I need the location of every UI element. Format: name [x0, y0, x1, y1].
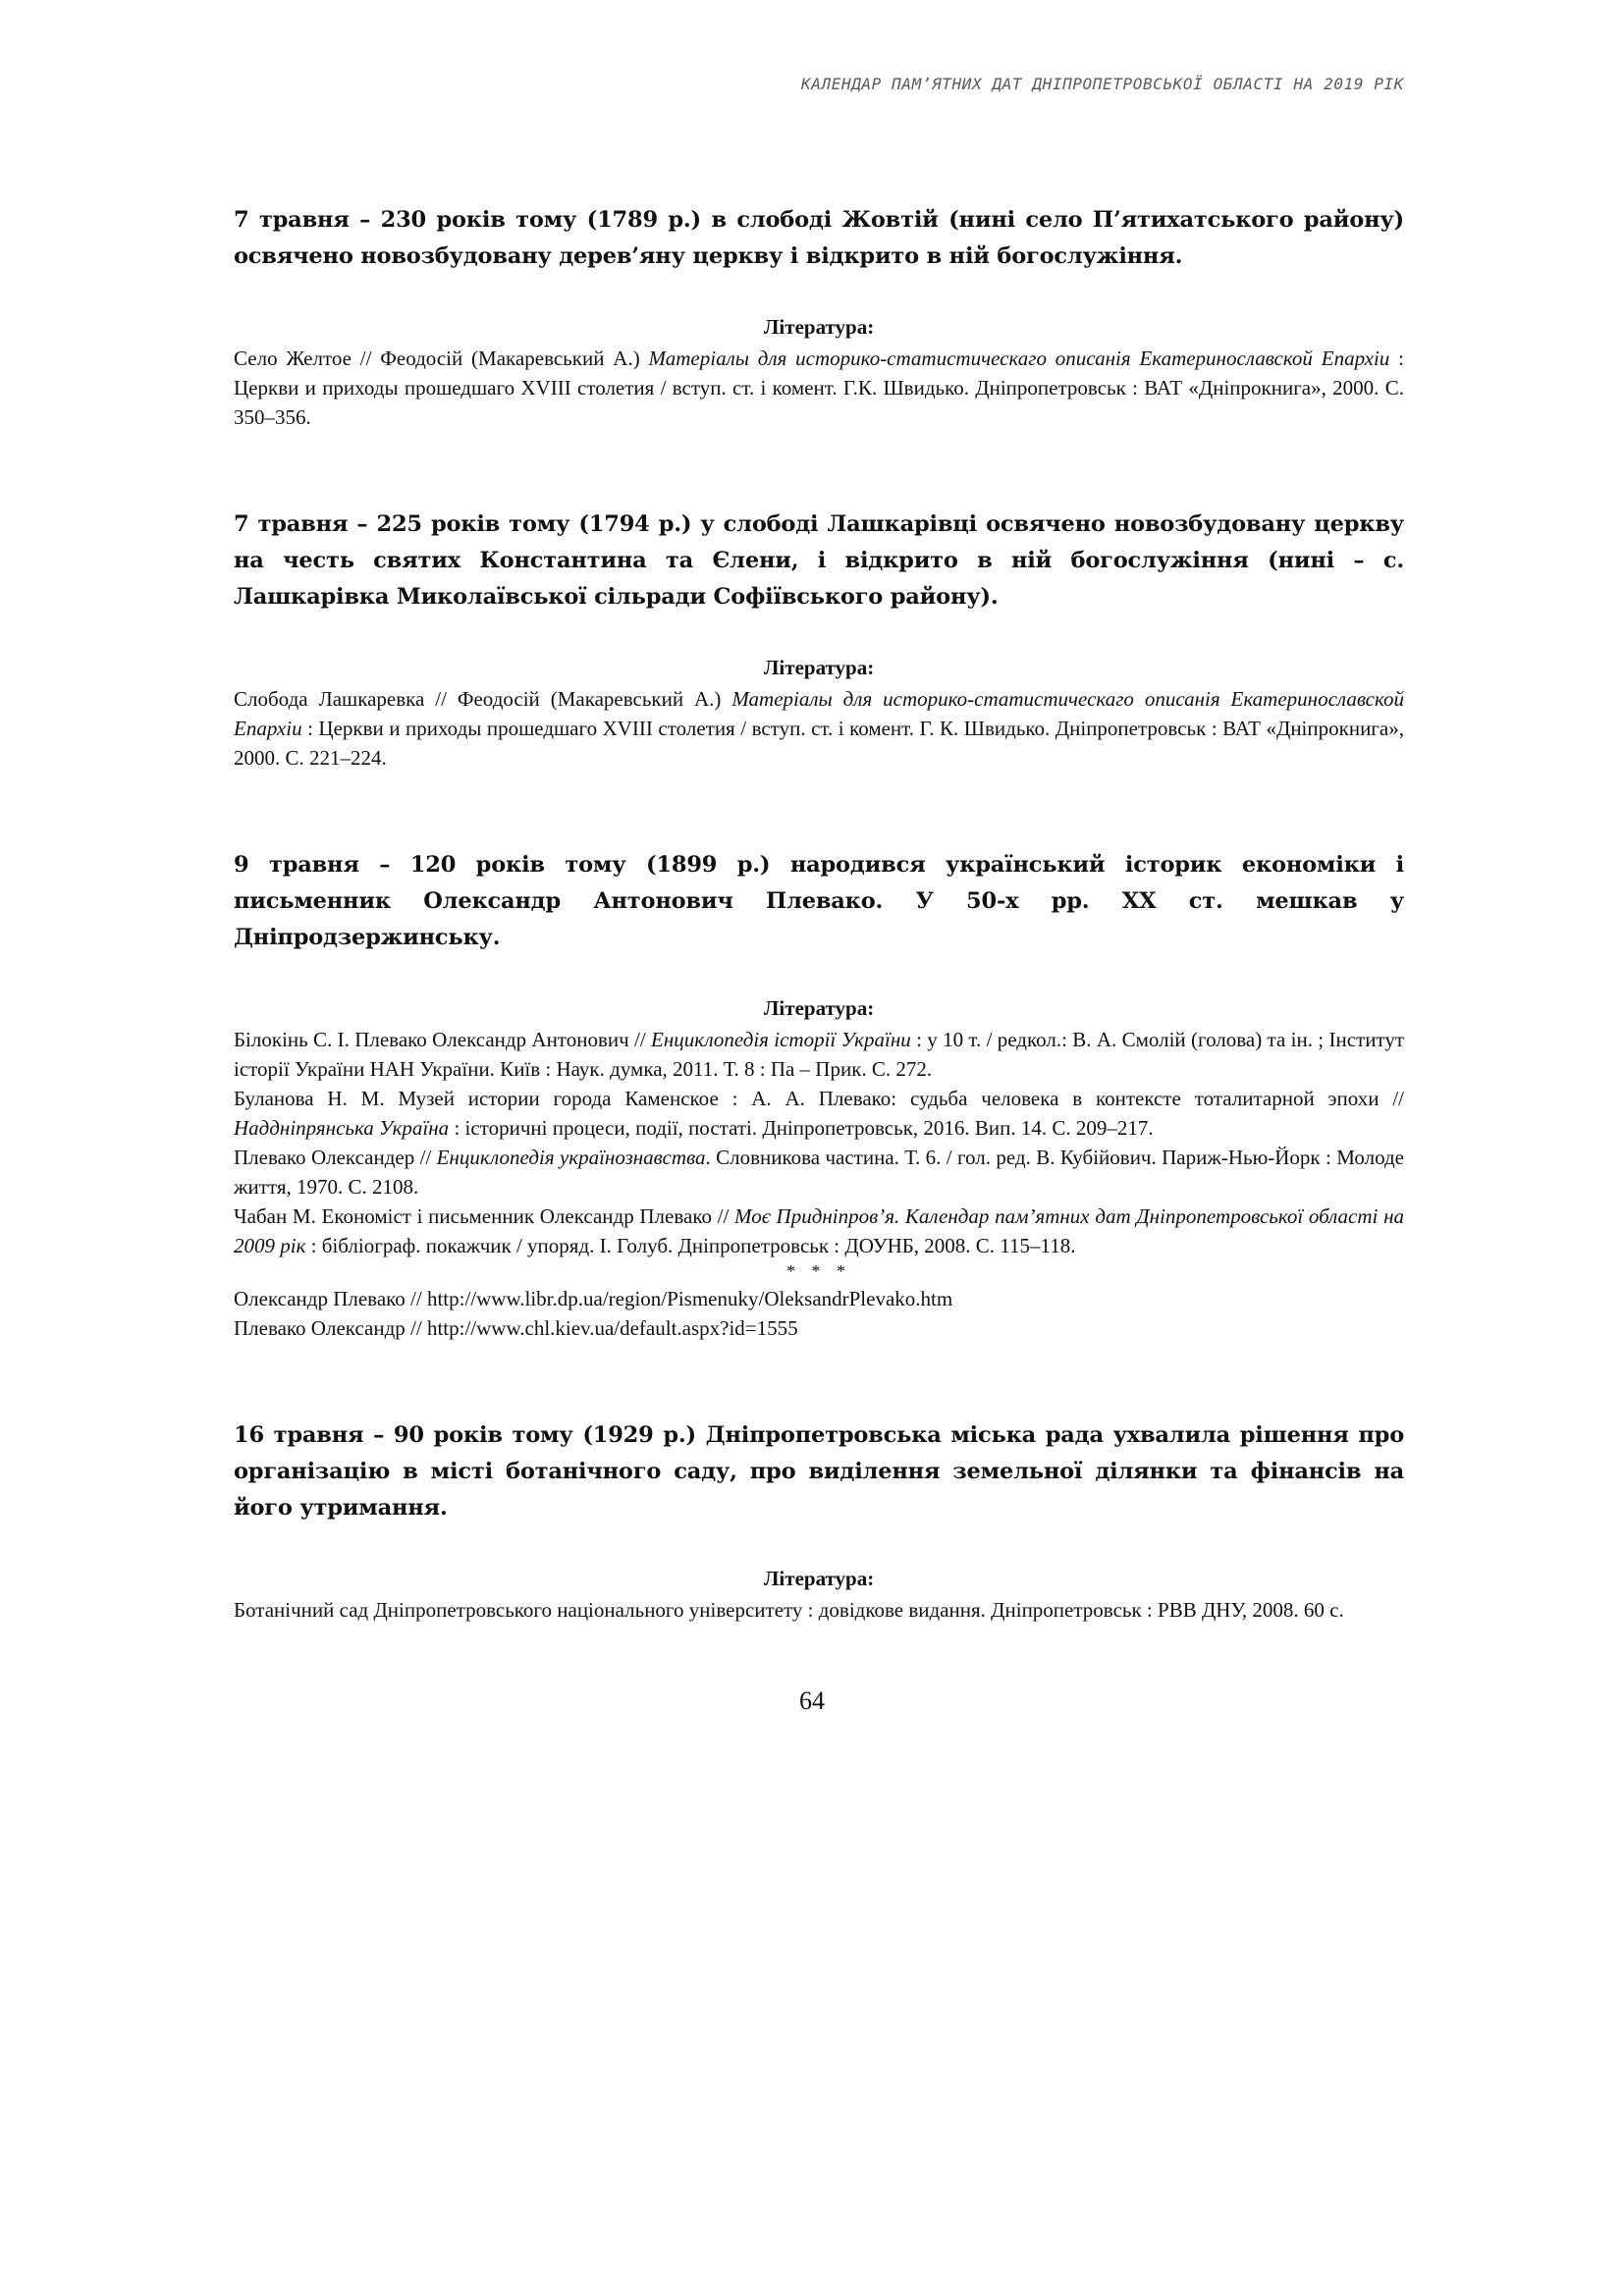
reference-details: : у 10 т. / редкол.: В. А. Смолій (голова) та ін. ; Інститут історії України НАН України. Київ : Наук. думка, 2011. Т. 8 : Па – Прик. С. 272. [234, 1028, 1405, 1081]
entry-heading: 9 травня – 120 років тому (1899 р.) народився український історик економіки і письменник Олександр Антонович Плевако. У 50-х рр. XX ст. мешкав у Дніпродзержинську. [234, 852, 1404, 950]
reference-author: Слобода Лашкаревка // Феодосій (Макаревський А.) [234, 687, 732, 711]
page-content [234, 202, 1404, 1625]
entry-heading: 7 травня – 225 років тому (1794 р.) у слободі Лашкарівці освячено новозбудовану церкву на честь святих Константина та Єлени, і відкрито в ній богослужіння (нині – с. Лашкарівка Миколаївської сільради Софіївського району). [234, 511, 1404, 610]
reference-author: Село Желтое // Феодосій (Макаревський А.) [234, 347, 649, 370]
calendar-entry [234, 847, 1404, 1343]
calendar-entry [234, 202, 1404, 432]
literature-title: Література: [763, 315, 875, 339]
web-reference-link[interactable]: Плевако Олександр // http://www.chl.kiev.ua/default.aspx?id=1555 [234, 1316, 798, 1340]
reference-details: : Церкви и приходы прошедшаго XVIII столетия / вступ. ст. і комент. Г.К. Швидько. Дніпропетровськ : ВАТ «Дніпрокнига», 2000. С. 350–356. [234, 347, 1404, 429]
asterism-separator: * * * [786, 1261, 851, 1281]
literature-reference [234, 1025, 1404, 1084]
literature-reference [234, 1084, 1404, 1143]
reference-source: Матеріалы для историко-статистическаго описанія Екатеринославской Епархіи [648, 347, 1390, 370]
entry-heading: 7 травня – 230 років тому (1789 р.) в слободі Жовтій (нині село П’ятихатського району) освячено новозбудовану дерев’яну церкву і відкрито в ній богослужіння. [234, 207, 1404, 269]
reference-author: Буланова Н. М. Музей истории города Каменское : А. А. Плевако: судьба человека в контексте тоталитарной эпохи // [234, 1087, 1404, 1110]
reference-author: Білокінь С. І. Плевако Олександр Антонович // [234, 1028, 651, 1051]
reference-details: : бібліограф. покажчик / упоряд. І. Голуб. Дніпропетровськ : ДОУНБ, 2008. С. 115–118. [305, 1234, 1076, 1257]
reference-source: Енциклопедія історії України [651, 1028, 911, 1051]
literature-title: Література: [763, 656, 875, 679]
calendar-entry [234, 1417, 1404, 1625]
reference-author: Плевако Олександер // [234, 1146, 437, 1169]
reference-details: : історичні процеси, події, постаті. Дніпропетровськ, 2016. Вип. 14. С. 209–217. [449, 1116, 1154, 1140]
literature-title: Література: [763, 1567, 875, 1590]
literature-reference [234, 1201, 1404, 1260]
reference-source: Енциклопедія українознавства [436, 1146, 706, 1169]
calendar-entry [234, 507, 1404, 773]
literature-title: Література: [763, 996, 875, 1020]
entry-heading: 16 травня – 90 років тому (1929 р.) Дніпропетровська міська рада ухвалила рішення про організацію в місті ботанічного саду, про виділення земельної ділянки та фінансів на його утримання. [234, 1422, 1404, 1521]
literature-reference [234, 1143, 1404, 1201]
web-reference-link[interactable]: Олександр Плевако // http://www.libr.dp.ua/region/Pismenuky/OleksandrPlevako.htm [234, 1287, 953, 1310]
reference-details: . Словникова частина. Т. 6. / гол. ред. В. Кубійович. Париж-Нью-Йорк : Молоде життя, 1970. С. 2108. [234, 1146, 1404, 1199]
running-header: КАЛЕНДАР ПАМ’ЯТНИХ ДАТ ДНІПРОПЕТРОВСЬКОЇ ОБЛАСТІ НА 2019 РІК [801, 75, 1404, 93]
reference-source: Матеріалы для историко-статистическаго описанія Екатеринославской Епархіи [234, 687, 1404, 740]
page-number: 64 [799, 1686, 825, 1715]
literature-reference [234, 344, 1404, 432]
literature-reference [234, 1595, 1404, 1625]
reference-source: Наддніпрянська Україна [234, 1116, 450, 1140]
literature-reference [234, 684, 1404, 773]
reference-source: Моє Придніпров’я. Календар пам’ятних дат Дніпропетровської області на 2009 рік [234, 1204, 1404, 1257]
reference-author: Чабан М. Економіст і письменник Олександр Плевако // [234, 1204, 734, 1228]
reference-details: : Церкви и приходы прошедшаго XVIII столетия / вступ. ст. і комент. Г. К. Швидько. Дніпропетровськ : ВАТ «Дніпрокнига», 2000. С. 221–224. [234, 717, 1404, 770]
reference-author: Ботанічний сад Дніпропетровського національного університету : довідкове видання. Дніпропетровськ : РВВ ДНУ, 2008. 60 с. [234, 1598, 1344, 1622]
